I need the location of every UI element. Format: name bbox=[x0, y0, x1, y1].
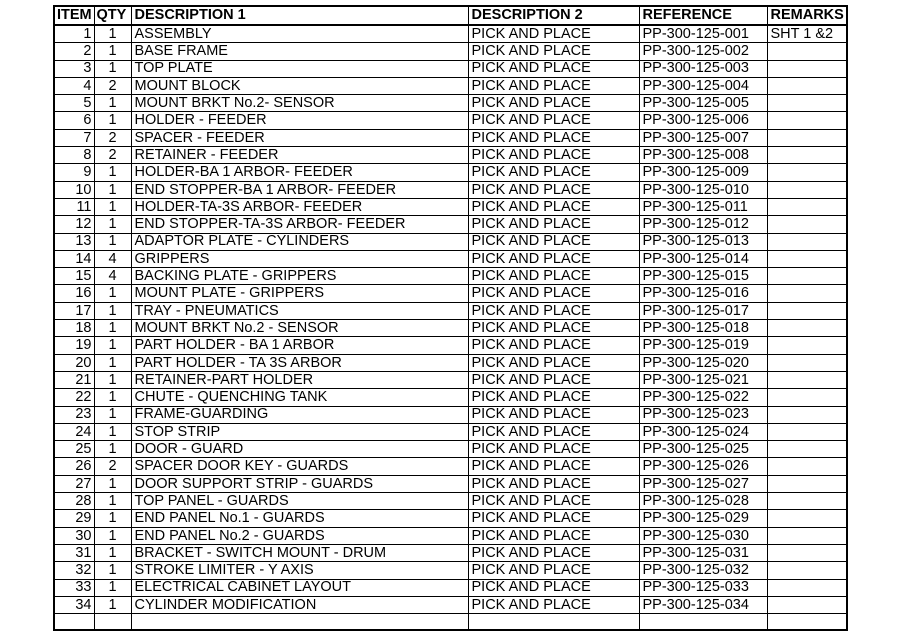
description-1-cell: PART HOLDER - TA 3S ARBOR bbox=[131, 354, 468, 371]
description-2-cell: PICK AND PLACE bbox=[468, 371, 639, 388]
remarks-cell bbox=[767, 544, 847, 561]
qty-cell: 1 bbox=[94, 337, 131, 354]
item-cell: 20 bbox=[54, 354, 94, 371]
qty-cell: 1 bbox=[94, 320, 131, 337]
description-2-cell: PICK AND PLACE bbox=[468, 198, 639, 215]
table-row bbox=[54, 354, 847, 371]
qty-cell: 2 bbox=[94, 77, 131, 94]
description-1-cell: END STOPPER-BA 1 ARBOR- FEEDER bbox=[131, 181, 468, 198]
description-1-cell: MOUNT BRKT No.2- SENSOR bbox=[131, 95, 468, 112]
item-cell: 27 bbox=[54, 475, 94, 492]
reference-cell: PP-300-125-002 bbox=[639, 43, 767, 60]
table-row bbox=[54, 596, 847, 613]
remarks-cell bbox=[767, 320, 847, 337]
reference-cell: PP-300-125-021 bbox=[639, 371, 767, 388]
item-cell: 21 bbox=[54, 371, 94, 388]
description-1-cell: TOP PANEL - GUARDS bbox=[131, 493, 468, 510]
description-1-cell: BACKING PLATE - GRIPPERS bbox=[131, 268, 468, 285]
remarks-cell bbox=[767, 475, 847, 492]
description-1-cell: HOLDER - FEEDER bbox=[131, 112, 468, 129]
description-2-cell: PICK AND PLACE bbox=[468, 268, 639, 285]
header-qty: QTY bbox=[94, 6, 131, 25]
description-1-cell: CYLINDER MODIFICATION bbox=[131, 596, 468, 613]
item-cell: 15 bbox=[54, 268, 94, 285]
item-cell: 4 bbox=[54, 77, 94, 94]
remarks-cell bbox=[767, 406, 847, 423]
description-2-cell: PICK AND PLACE bbox=[468, 164, 639, 181]
qty-cell: 1 bbox=[94, 285, 131, 302]
qty-cell bbox=[94, 614, 131, 631]
remarks-cell bbox=[767, 596, 847, 613]
description-2-cell: PICK AND PLACE bbox=[468, 579, 639, 596]
table-row bbox=[54, 389, 847, 406]
description-1-cell: CHUTE - QUENCHING TANK bbox=[131, 389, 468, 406]
table-row bbox=[54, 198, 847, 215]
description-1-cell: FRAME-GUARDING bbox=[131, 406, 468, 423]
item-cell: 11 bbox=[54, 198, 94, 215]
table-row bbox=[54, 441, 847, 458]
remarks-cell bbox=[767, 233, 847, 250]
description-1-cell: END PANEL No.1 - GUARDS bbox=[131, 510, 468, 527]
header-description-1: DESCRIPTION 1 bbox=[131, 6, 468, 25]
item-cell: 10 bbox=[54, 181, 94, 198]
description-1-cell: GRIPPERS bbox=[131, 250, 468, 267]
table-body bbox=[54, 25, 847, 630]
description-2-cell: PICK AND PLACE bbox=[468, 181, 639, 198]
qty-cell: 2 bbox=[94, 147, 131, 164]
remarks-cell bbox=[767, 43, 847, 60]
remarks-cell bbox=[767, 181, 847, 198]
description-2-cell: PICK AND PLACE bbox=[468, 406, 639, 423]
remarks-cell bbox=[767, 579, 847, 596]
reference-cell: PP-300-125-006 bbox=[639, 112, 767, 129]
qty-cell: 1 bbox=[94, 112, 131, 129]
table-row bbox=[54, 579, 847, 596]
qty-cell: 1 bbox=[94, 95, 131, 112]
bill-of-materials-table bbox=[53, 5, 848, 631]
item-cell: 28 bbox=[54, 493, 94, 510]
description-2-cell: PICK AND PLACE bbox=[468, 43, 639, 60]
qty-cell: 1 bbox=[94, 441, 131, 458]
qty-cell: 1 bbox=[94, 216, 131, 233]
qty-cell: 1 bbox=[94, 579, 131, 596]
description-2-cell: PICK AND PLACE bbox=[468, 458, 639, 475]
qty-cell: 1 bbox=[94, 25, 131, 43]
remarks-cell bbox=[767, 354, 847, 371]
qty-cell: 1 bbox=[94, 544, 131, 561]
item-cell: 34 bbox=[54, 596, 94, 613]
description-1-cell: STOP STRIP bbox=[131, 423, 468, 440]
description-2-cell: PICK AND PLACE bbox=[468, 285, 639, 302]
description-2-cell: PICK AND PLACE bbox=[468, 510, 639, 527]
reference-cell: PP-300-125-015 bbox=[639, 268, 767, 285]
reference-cell: PP-300-125-008 bbox=[639, 147, 767, 164]
remarks-cell bbox=[767, 95, 847, 112]
remarks-cell bbox=[767, 129, 847, 146]
remarks-cell bbox=[767, 458, 847, 475]
item-cell: 2 bbox=[54, 43, 94, 60]
remarks-cell bbox=[767, 112, 847, 129]
qty-cell: 1 bbox=[94, 43, 131, 60]
item-cell: 6 bbox=[54, 112, 94, 129]
description-2-cell: PICK AND PLACE bbox=[468, 423, 639, 440]
item-cell: 8 bbox=[54, 147, 94, 164]
qty-cell: 1 bbox=[94, 302, 131, 319]
table-row bbox=[54, 43, 847, 60]
description-1-cell: PART HOLDER - BA 1 ARBOR bbox=[131, 337, 468, 354]
reference-cell: PP-300-125-029 bbox=[639, 510, 767, 527]
table-row bbox=[54, 302, 847, 319]
table-row bbox=[54, 320, 847, 337]
table-row bbox=[54, 268, 847, 285]
description-2-cell: PICK AND PLACE bbox=[468, 441, 639, 458]
description-1-cell: END PANEL No.2 - GUARDS bbox=[131, 527, 468, 544]
description-1-cell bbox=[131, 614, 468, 631]
reference-cell: PP-300-125-034 bbox=[639, 596, 767, 613]
qty-cell: 4 bbox=[94, 250, 131, 267]
reference-cell: PP-300-125-011 bbox=[639, 198, 767, 215]
remarks-cell bbox=[767, 423, 847, 440]
table-row bbox=[54, 181, 847, 198]
description-1-cell: DOOR - GUARD bbox=[131, 441, 468, 458]
item-cell: 25 bbox=[54, 441, 94, 458]
item-cell: 16 bbox=[54, 285, 94, 302]
reference-cell: PP-300-125-033 bbox=[639, 579, 767, 596]
description-2-cell: PICK AND PLACE bbox=[468, 233, 639, 250]
remarks-cell bbox=[767, 198, 847, 215]
description-2-cell: PICK AND PLACE bbox=[468, 562, 639, 579]
remarks-cell bbox=[767, 216, 847, 233]
table-row bbox=[54, 147, 847, 164]
header-remarks: REMARKS bbox=[767, 6, 847, 25]
remarks-cell: SHT 1 &2 bbox=[767, 25, 847, 43]
description-2-cell: PICK AND PLACE bbox=[468, 596, 639, 613]
description-1-cell: SPACER DOOR KEY - GUARDS bbox=[131, 458, 468, 475]
remarks-cell bbox=[767, 510, 847, 527]
reference-cell: PP-300-125-014 bbox=[639, 250, 767, 267]
table-row bbox=[54, 423, 847, 440]
remarks-cell bbox=[767, 250, 847, 267]
qty-cell: 1 bbox=[94, 596, 131, 613]
reference-cell bbox=[639, 614, 767, 631]
qty-cell: 1 bbox=[94, 354, 131, 371]
remarks-cell bbox=[767, 337, 847, 354]
description-1-cell: HOLDER-TA-3S ARBOR- FEEDER bbox=[131, 198, 468, 215]
item-cell: 23 bbox=[54, 406, 94, 423]
reference-cell: PP-300-125-001 bbox=[639, 25, 767, 43]
qty-cell: 1 bbox=[94, 510, 131, 527]
qty-cell: 1 bbox=[94, 423, 131, 440]
qty-cell: 1 bbox=[94, 60, 131, 77]
table-header-row bbox=[54, 6, 847, 25]
item-cell: 14 bbox=[54, 250, 94, 267]
item-cell: 26 bbox=[54, 458, 94, 475]
qty-cell: 1 bbox=[94, 475, 131, 492]
description-2-cell: PICK AND PLACE bbox=[468, 112, 639, 129]
description-2-cell: PICK AND PLACE bbox=[468, 354, 639, 371]
description-2-cell: PICK AND PLACE bbox=[468, 95, 639, 112]
reference-cell: PP-300-125-020 bbox=[639, 354, 767, 371]
qty-cell: 1 bbox=[94, 389, 131, 406]
reference-cell: PP-300-125-027 bbox=[639, 475, 767, 492]
reference-cell: PP-300-125-017 bbox=[639, 302, 767, 319]
remarks-cell bbox=[767, 285, 847, 302]
item-cell: 1 bbox=[54, 25, 94, 43]
table-row bbox=[54, 371, 847, 388]
qty-cell: 1 bbox=[94, 527, 131, 544]
item-cell: 12 bbox=[54, 216, 94, 233]
reference-cell: PP-300-125-007 bbox=[639, 129, 767, 146]
remarks-cell bbox=[767, 77, 847, 94]
table-row bbox=[54, 406, 847, 423]
table-row bbox=[54, 475, 847, 492]
table-row bbox=[54, 458, 847, 475]
description-1-cell: MOUNT BLOCK bbox=[131, 77, 468, 94]
description-2-cell: PICK AND PLACE bbox=[468, 493, 639, 510]
table-row bbox=[54, 337, 847, 354]
table-row bbox=[54, 527, 847, 544]
header-item: ITEM bbox=[54, 6, 94, 25]
qty-cell: 1 bbox=[94, 371, 131, 388]
table-row bbox=[54, 77, 847, 94]
description-1-cell: HOLDER-BA 1 ARBOR- FEEDER bbox=[131, 164, 468, 181]
description-1-cell: END STOPPER-TA-3S ARBOR- FEEDER bbox=[131, 216, 468, 233]
qty-cell: 1 bbox=[94, 181, 131, 198]
remarks-cell bbox=[767, 389, 847, 406]
description-2-cell: PICK AND PLACE bbox=[468, 77, 639, 94]
reference-cell: PP-300-125-010 bbox=[639, 181, 767, 198]
reference-cell: PP-300-125-004 bbox=[639, 77, 767, 94]
reference-cell: PP-300-125-005 bbox=[639, 95, 767, 112]
table-row bbox=[54, 544, 847, 561]
qty-cell: 1 bbox=[94, 562, 131, 579]
table-row bbox=[54, 250, 847, 267]
item-cell: 9 bbox=[54, 164, 94, 181]
description-1-cell: SPACER - FEEDER bbox=[131, 129, 468, 146]
description-2-cell: PICK AND PLACE bbox=[468, 250, 639, 267]
description-1-cell: ADAPTOR PLATE - CYLINDERS bbox=[131, 233, 468, 250]
remarks-cell bbox=[767, 371, 847, 388]
qty-cell: 4 bbox=[94, 268, 131, 285]
table-row bbox=[54, 216, 847, 233]
reference-cell: PP-300-125-009 bbox=[639, 164, 767, 181]
table-row bbox=[54, 510, 847, 527]
description-1-cell: TRAY - PNEUMATICS bbox=[131, 302, 468, 319]
item-cell: 32 bbox=[54, 562, 94, 579]
item-cell: 19 bbox=[54, 337, 94, 354]
description-2-cell: PICK AND PLACE bbox=[468, 544, 639, 561]
qty-cell: 1 bbox=[94, 198, 131, 215]
reference-cell: PP-300-125-023 bbox=[639, 406, 767, 423]
qty-cell: 1 bbox=[94, 164, 131, 181]
table-row bbox=[54, 493, 847, 510]
description-1-cell: ELECTRICAL CABINET LAYOUT bbox=[131, 579, 468, 596]
reference-cell: PP-300-125-018 bbox=[639, 320, 767, 337]
description-2-cell: PICK AND PLACE bbox=[468, 320, 639, 337]
table-row bbox=[54, 129, 847, 146]
reference-cell: PP-300-125-026 bbox=[639, 458, 767, 475]
description-2-cell: PICK AND PLACE bbox=[468, 389, 639, 406]
description-2-cell: PICK AND PLACE bbox=[468, 147, 639, 164]
item-cell: 33 bbox=[54, 579, 94, 596]
item-cell: 22 bbox=[54, 389, 94, 406]
description-1-cell: BASE FRAME bbox=[131, 43, 468, 60]
description-2-cell: PICK AND PLACE bbox=[468, 475, 639, 492]
remarks-cell bbox=[767, 268, 847, 285]
table-row bbox=[54, 164, 847, 181]
reference-cell: PP-300-125-030 bbox=[639, 527, 767, 544]
table-row bbox=[54, 25, 847, 43]
table-row bbox=[54, 285, 847, 302]
remarks-cell bbox=[767, 493, 847, 510]
description-1-cell: MOUNT BRKT No.2 - SENSOR bbox=[131, 320, 468, 337]
reference-cell: PP-300-125-022 bbox=[639, 389, 767, 406]
qty-cell: 2 bbox=[94, 458, 131, 475]
table-row bbox=[54, 614, 847, 631]
item-cell: 13 bbox=[54, 233, 94, 250]
remarks-cell bbox=[767, 562, 847, 579]
table-row bbox=[54, 112, 847, 129]
table-row bbox=[54, 60, 847, 77]
description-2-cell: PICK AND PLACE bbox=[468, 216, 639, 233]
reference-cell: PP-300-125-032 bbox=[639, 562, 767, 579]
item-cell: 30 bbox=[54, 527, 94, 544]
reference-cell: PP-300-125-013 bbox=[639, 233, 767, 250]
item-cell: 29 bbox=[54, 510, 94, 527]
description-1-cell: MOUNT PLATE - GRIPPERS bbox=[131, 285, 468, 302]
item-cell: 18 bbox=[54, 320, 94, 337]
reference-cell: PP-300-125-025 bbox=[639, 441, 767, 458]
description-2-cell bbox=[468, 614, 639, 631]
remarks-cell bbox=[767, 60, 847, 77]
description-1-cell: TOP PLATE bbox=[131, 60, 468, 77]
item-cell: 5 bbox=[54, 95, 94, 112]
table-row bbox=[54, 233, 847, 250]
table-row bbox=[54, 95, 847, 112]
item-cell: 24 bbox=[54, 423, 94, 440]
reference-cell: PP-300-125-016 bbox=[639, 285, 767, 302]
header-description-2: DESCRIPTION 2 bbox=[468, 6, 639, 25]
description-1-cell: RETAINER - FEEDER bbox=[131, 147, 468, 164]
reference-cell: PP-300-125-019 bbox=[639, 337, 767, 354]
item-cell: 3 bbox=[54, 60, 94, 77]
remarks-cell bbox=[767, 164, 847, 181]
description-2-cell: PICK AND PLACE bbox=[468, 129, 639, 146]
qty-cell: 2 bbox=[94, 129, 131, 146]
reference-cell: PP-300-125-003 bbox=[639, 60, 767, 77]
remarks-cell bbox=[767, 147, 847, 164]
description-1-cell: DOOR SUPPORT STRIP - GUARDS bbox=[131, 475, 468, 492]
qty-cell: 1 bbox=[94, 406, 131, 423]
item-cell: 7 bbox=[54, 129, 94, 146]
reference-cell: PP-300-125-028 bbox=[639, 493, 767, 510]
item-cell: 31 bbox=[54, 544, 94, 561]
remarks-cell bbox=[767, 441, 847, 458]
qty-cell: 1 bbox=[94, 493, 131, 510]
reference-cell: PP-300-125-012 bbox=[639, 216, 767, 233]
description-1-cell: ASSEMBLY bbox=[131, 25, 468, 43]
description-2-cell: PICK AND PLACE bbox=[468, 25, 639, 43]
item-cell: 17 bbox=[54, 302, 94, 319]
remarks-cell bbox=[767, 527, 847, 544]
remarks-cell bbox=[767, 302, 847, 319]
description-1-cell: BRACKET - SWITCH MOUNT - DRUM bbox=[131, 544, 468, 561]
reference-cell: PP-300-125-024 bbox=[639, 423, 767, 440]
description-2-cell: PICK AND PLACE bbox=[468, 527, 639, 544]
qty-cell: 1 bbox=[94, 233, 131, 250]
header-reference: REFERENCE bbox=[639, 6, 767, 25]
description-1-cell: RETAINER-PART HOLDER bbox=[131, 371, 468, 388]
description-2-cell: PICK AND PLACE bbox=[468, 337, 639, 354]
item-cell bbox=[54, 614, 94, 631]
remarks-cell bbox=[767, 614, 847, 631]
description-1-cell: STROKE LIMITER - Y AXIS bbox=[131, 562, 468, 579]
description-2-cell: PICK AND PLACE bbox=[468, 60, 639, 77]
description-2-cell: PICK AND PLACE bbox=[468, 302, 639, 319]
table-row bbox=[54, 562, 847, 579]
reference-cell: PP-300-125-031 bbox=[639, 544, 767, 561]
